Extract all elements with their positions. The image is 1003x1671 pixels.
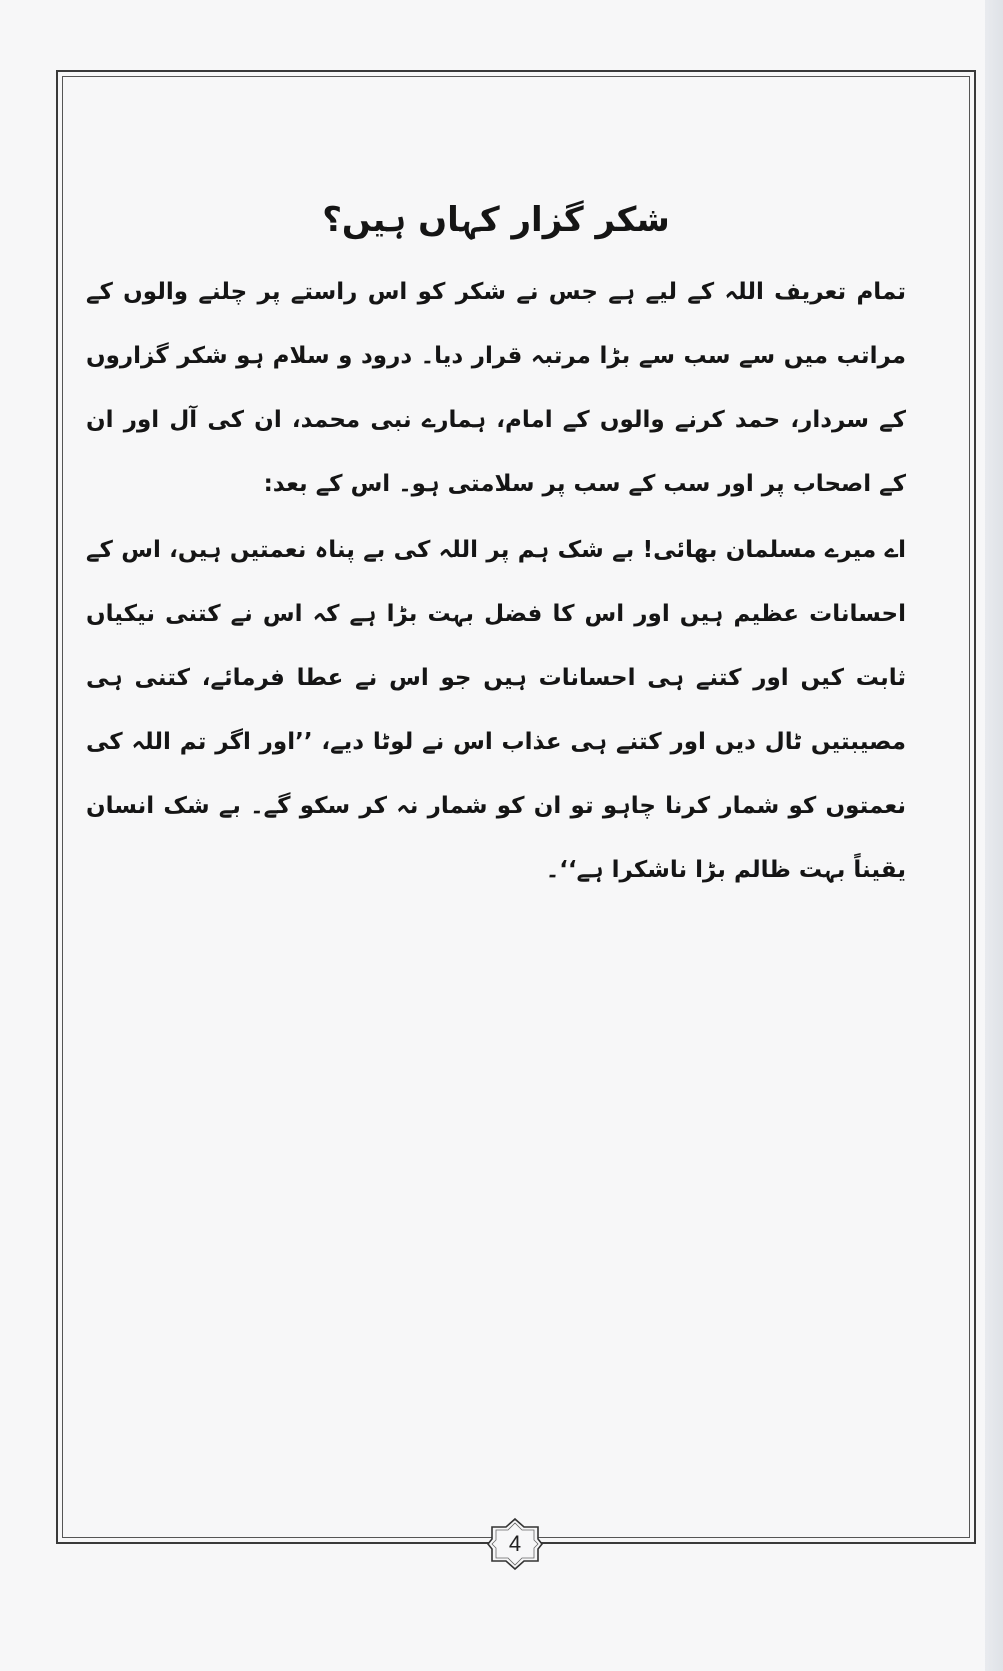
page-number: 4 bbox=[508, 1531, 522, 1556]
page-content bbox=[86, 190, 906, 902]
paragraph-blessings: اے میرے مسلمان بھائی! بے شک ہم پر اللہ کی بے پناہ نعمتیں ہیں، اس کے احسانات عظیم ہیں اور اس کا فضل بہت بڑا ہے کہ اس نے کتنی نیکیاں ثابت کیں اور کتنے ہی احسانات ہیں جو اس نے عطا فرمائے، کتنی ہی مصیبتیں ٹال دیں اور کتنے ہی عذاب اس نے لوٹا دیے، ’’اور اگر تم اللہ کی نعمتوں کو شمار کرنا چاہو تو ان کو شمار نہ کر سکو گے۔ بے شک انسان یقیناً بہت ظالم بڑا ناشکرا ہے‘‘۔ bbox=[86, 537, 906, 883]
page-edge bbox=[985, 0, 1003, 1671]
paragraph-intro: تمام تعریف اللہ کے لیے ہے جس نے شکر کو اس راستے پر چلنے والوں کے مراتب میں سے سب سے بڑا مرتبہ قرار دیا۔ درود و سلام ہو شکر گزاروں کے سردار، حمد کرنے والوں کے امام، ہمارے نبی محمد، ان کی آل اور ان کے اصحاب پر اور سب کے سب پر سلامتی ہو۔ اس کے بعد: bbox=[86, 279, 906, 497]
page-title: شکر گزار کہاں ہیں؟ bbox=[322, 200, 670, 240]
page-number-badge bbox=[486, 1517, 544, 1571]
